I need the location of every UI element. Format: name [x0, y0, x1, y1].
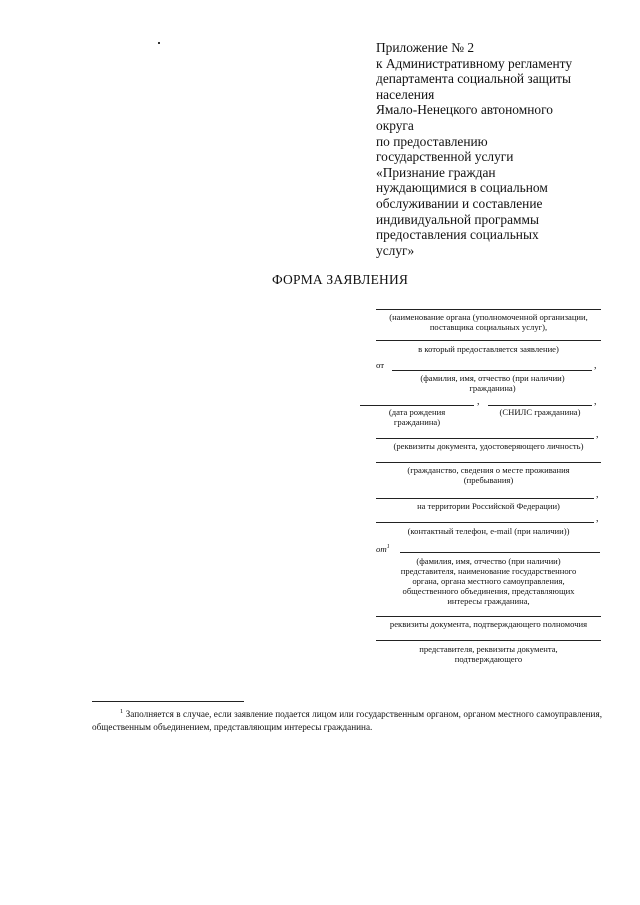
representative-caption: органа, органа местного самоуправления, [412, 576, 565, 586]
representative-caption: общественного объединения, представляющих [402, 586, 575, 596]
territory-caption: на территории Российской Федерации) [417, 501, 560, 511]
footnote-mark: 1 [120, 708, 124, 715]
from-label: от [376, 360, 385, 370]
agency-name-field[interactable] [376, 309, 601, 310]
header-line: предоставления социальных [376, 227, 539, 243]
header-line: индивидуальной программы [376, 211, 539, 227]
form-title: ФОРМА ЗАЯВЛЕНИЯ [272, 272, 409, 287]
comma: , [596, 429, 599, 440]
agency-caption: поставщика социальных услуг), [429, 322, 548, 332]
header-line: округа [376, 117, 414, 133]
snils-caption: (СНИЛС гражданина) [499, 407, 581, 417]
contact-caption: (контактный телефон, e-mail (при наличии)) [407, 526, 570, 536]
header-line: государственной услуги [376, 149, 514, 165]
citizenship-caption: (гражданство, сведения о месте проживания [407, 465, 570, 475]
representative-name-field[interactable] [400, 552, 600, 553]
footnote-mark: 1 [386, 544, 390, 551]
scan-speck [158, 42, 160, 44]
applicant-name-field[interactable] [392, 370, 592, 371]
representative-caption: представителя, наименование государственного [400, 566, 577, 576]
authority-caption: представителя, реквизиты документа, [419, 644, 558, 654]
agency-caption: (наименование органа (уполномоченной организации, [389, 312, 588, 322]
authority-caption: реквизиты документа, подтверждающего полномочия [389, 619, 588, 629]
header-line: обслуживании и составление [376, 195, 543, 211]
footnote [92, 706, 602, 733]
header-line: нуждающимися в социальном [376, 180, 548, 196]
identity-document-field[interactable] [376, 438, 594, 439]
authority-document-field[interactable] [376, 616, 601, 617]
header-line: департамента социальной защиты [376, 71, 571, 87]
authority-document-field-2[interactable] [376, 640, 601, 641]
snils-field[interactable] [488, 405, 592, 406]
citizenship-caption: (пребывания) [463, 475, 514, 485]
residence-field[interactable] [376, 498, 594, 499]
header-line: «Признание граждан [376, 164, 496, 180]
birth-date-field[interactable] [360, 405, 474, 406]
header-line: услуг» [376, 242, 415, 258]
identity-document-caption: (реквизиты документа, удостоверяющего личность) [393, 441, 584, 451]
representative-caption: (фамилия, имя, отчество (при наличии) [416, 556, 561, 566]
header-line: по предоставлению [376, 133, 488, 149]
representative-from-label: $от^1$ [376, 544, 390, 554]
authority-caption: подтверждающего [454, 654, 523, 664]
footnote-text: Заполняется в случае, если заявление подается лицом или государственным органом, органом местного самоуправления, общественным объединением, представляющим интересы гражданина. [92, 709, 602, 732]
comma: , [596, 513, 599, 524]
agency-name-field-2[interactable] [376, 340, 601, 341]
comma: , [594, 396, 597, 407]
citizenship-field[interactable] [376, 462, 601, 463]
applicant-caption: гражданина) [469, 383, 516, 393]
comma: , [594, 360, 597, 371]
header-line: к Административному регламенту [376, 55, 573, 71]
header-line: Ямало-Ненецкого автономного [376, 102, 553, 118]
agency-caption: в который предоставляется заявление) [418, 344, 559, 354]
appendix-header [376, 40, 612, 258]
footnote-separator [92, 701, 244, 702]
representative-caption: интересы гражданина, [447, 596, 530, 606]
birth-date-caption: (дата рождения [388, 407, 446, 417]
comma: , [596, 489, 599, 500]
contact-field[interactable] [376, 522, 594, 523]
header-line: населения [376, 86, 435, 102]
header-line: Приложение № 2 [376, 40, 475, 55]
comma: , [477, 396, 480, 407]
birth-date-caption: гражданина) [393, 417, 441, 427]
applicant-caption: (фамилия, имя, отчество (при наличии) [420, 373, 565, 383]
